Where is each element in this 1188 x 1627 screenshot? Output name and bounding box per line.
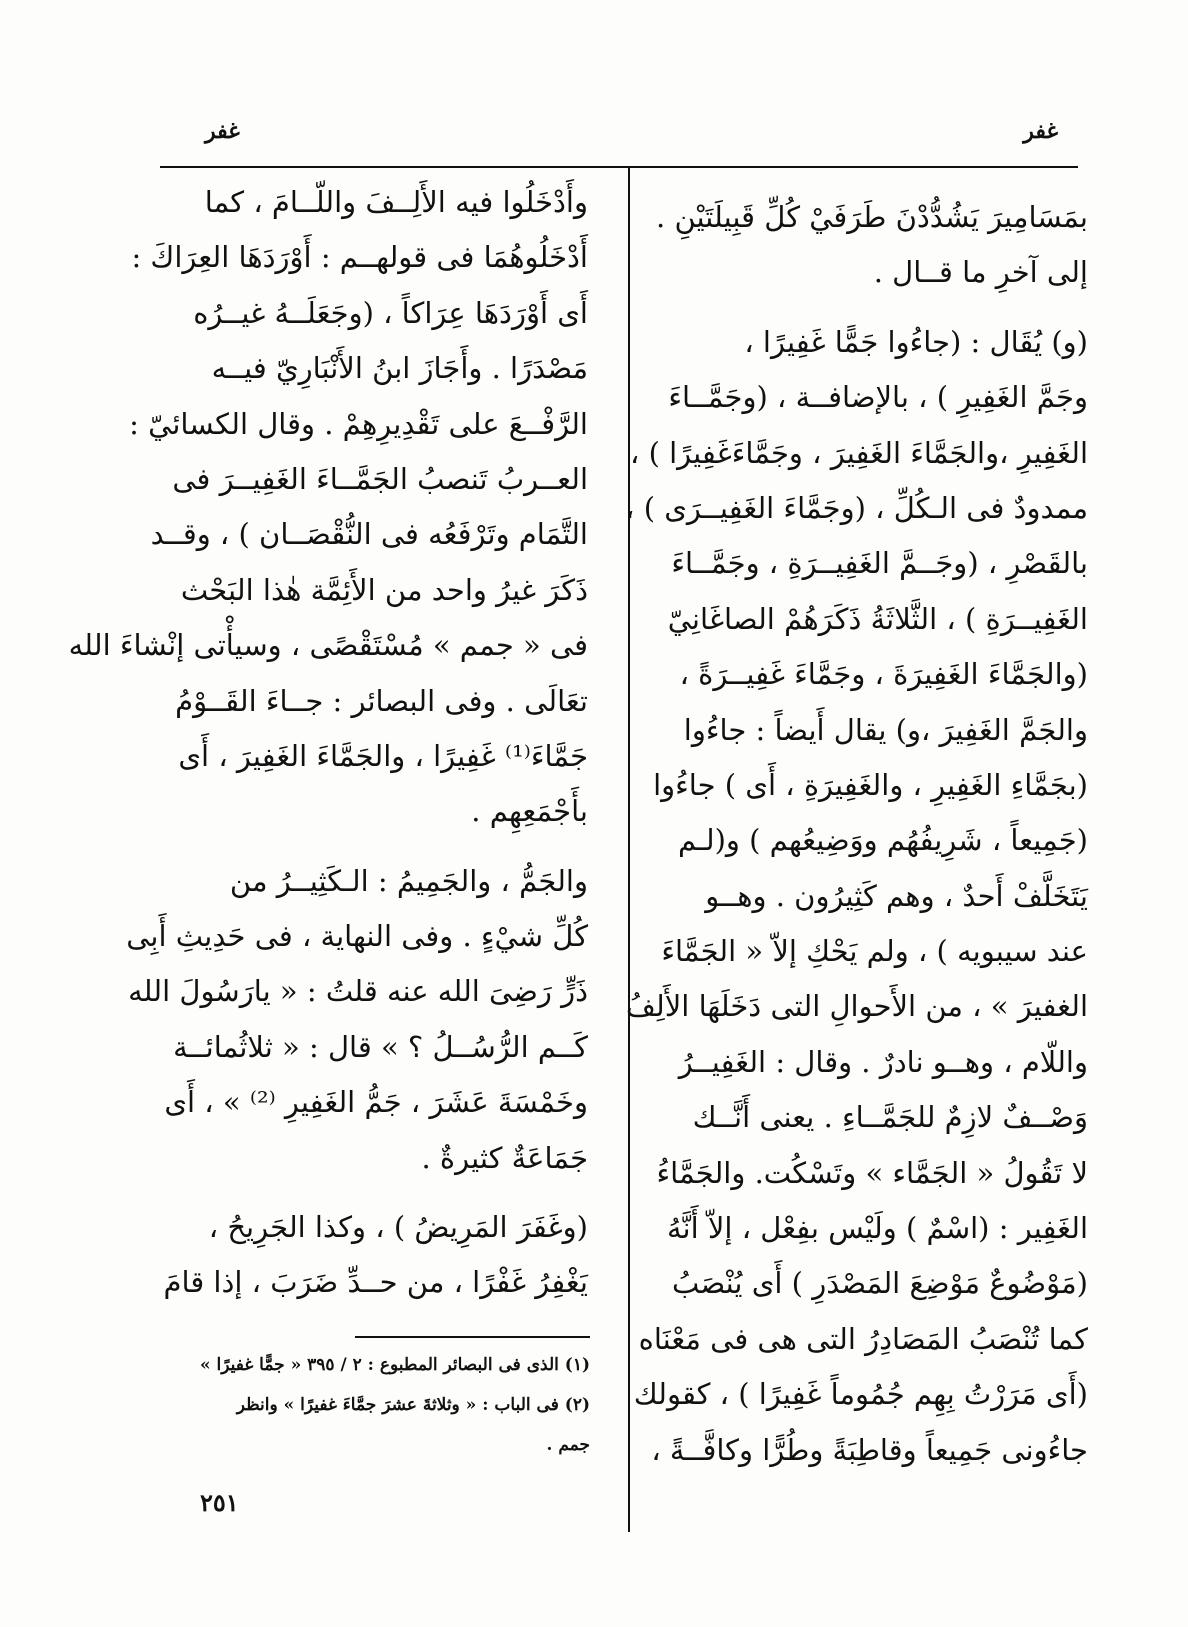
text-line: واللّام ، وهــو نادرٌ . وقال : الغَفِيــرُ — [678, 1044, 1088, 1079]
text-line: تعَالَى . وفى البصائر : جــاءَ القَــوْمُ — [175, 683, 588, 718]
text-line: الغفيرَ » ، من الأَحوالِ التى دَخَلَهَا الأَلِفُ — [625, 989, 1088, 1024]
text-line: العــربُ تَنصبُ الجَمَّــاءَ الغَفِيــرَ فى — [172, 461, 588, 496]
footnote: (١) الذى فى البصائر المطبوع : ٢ / ٣٩٥ « جمًّا غفيرًا » — [199, 1355, 590, 1375]
text-line: ذَرٍّ رَضِىَ الله عنه قلتُ : « يارَسُولَ الله — [128, 974, 588, 1009]
text-line: أَدْخَلُوهُمَا فى قولهــم : أَوْرَدَهَا العِرَاكَ : — [131, 240, 588, 275]
text-line: ذَكَرَ غيرُ واحد من الأَئِمَّة هٰذا البَحْث — [180, 572, 588, 607]
text-line: وَصْــفٌ لازِمٌ للجَمَّــاءِ . يعنى أَنَّــك — [692, 1100, 1088, 1135]
text-line: كما تُنْصَبُ المَصَادِرُ التى هى فى مَعْنَاه — [638, 1321, 1088, 1356]
footnote: (٢) فى الباب : « وثلاثةَ عشرَ جمَّاءَ غفيرًا » وانظر — [236, 1395, 590, 1415]
page-number: ٢٥١ — [200, 1488, 239, 1517]
text-line: كُلِّ شيْءٍ . وفى النهاية ، فى حَدِيثِ أَبِى — [126, 919, 588, 954]
text-line: بالقَصْرِ ، (وجَــمَّ الغَفِيــرَةِ ، وجَمَّــاءَ — [671, 546, 1088, 581]
text-line: الرَّفْــعَ على تَقْدِيرِهِمْ . وقال الكسائيّ : — [129, 406, 588, 441]
text-line: جَمَّاءَ⁽¹⁾ غَفِيرًا ، والجَمَّاءَ الغَفِيرَ ، أَى — [178, 738, 588, 773]
text-line: أَى أَوْرَدَهَا عِرَاكاً ، (وجَعَلَــهُ غيــرُه — [193, 295, 588, 330]
text-line: بأَجْمَعِهِم . — [471, 794, 588, 829]
footnote-rule — [355, 1336, 590, 1338]
text-line: (و) يُقَال : (جاءُوا جَمًّا غَفِيرًا ، — [744, 324, 1088, 359]
running-head-right: غفر — [1023, 118, 1058, 144]
text-line: يَتَخَلَّفْ أَحدٌ ، وهم كَثِيرُون . وهــو — [705, 878, 1088, 913]
text-line: عند سيبويه ) ، ولم يَحْكِ إلاّ « الجَمَّاءَ — [661, 934, 1088, 969]
text-line: يَغْفِرُ غَفْرًا ، من حــدِّ ضَرَبَ ، إذا قامَ — [163, 1265, 588, 1300]
text-line: وجَمَّ الغَفِيرِ ) ، بالإضافــة ، (وجَمَّــاءَ — [668, 380, 1088, 415]
left-column — [68, 175, 588, 1311]
text-line: جاءُونى جَمِيعاً وقاطِبَةً وطُرًّا وكافَّــةً ، — [651, 1432, 1088, 1467]
text-line: والجَمَّ الغَفِيرَ ،و) يقال أَيضاً : جاءُوا — [683, 712, 1088, 747]
text-line: الغَفِيرِ ،والجَمَّاءَ الغَفِيرَ ، وجَمَّاءَغَفِيرًا ) ، — [630, 435, 1088, 470]
paragraph-gap — [160, 840, 588, 854]
text-line: إلى آخرِ ما قــال . — [873, 255, 1088, 290]
text-line: (جَمِيعاً ، شَرِيفُهُم ووَضِيعُهم ) و(لـم — [677, 823, 1088, 858]
text-line: الغَفِيــرَةِ ) ، الثَّلاثَةُ ذَكَرَهُمْ الصاغَانِيّ — [667, 601, 1088, 636]
right-column — [625, 190, 1088, 1478]
text-line: التَّمَام وتَرْفَعُه فى النُّقْصَــان ) ، وقــد — [150, 517, 588, 552]
column-divider — [628, 167, 630, 1532]
text-line: وخَمْسَةَ عَشَرَ ، جَمُّ الغَفِيرِ ⁽²⁾ » ، أَى — [164, 1085, 588, 1120]
text-line: لا تَقُولُ « الجَمَّاء » وتَسْكُت. والجَمَّاءُ — [656, 1155, 1088, 1190]
text-line: بمَسَامِيرَ يَشُدُّدْنَ طَرَفَيْ كُلِّ قَبِيلَتَيْنِ . — [656, 200, 1088, 234]
text-line: وأَدْخَلُوا فيه الأَلِــفَ واللّــامَ ، كما — [204, 185, 588, 219]
footnotes — [160, 1345, 590, 1465]
text-line: ممدودٌ فى الـكُلِّ ، (وجَمَّاءَ الغَفِيــرَى ) ، — [625, 490, 1088, 525]
header-rule — [160, 166, 1078, 168]
text-line: كَــم الرُّسُــلُ ؟ » قال : « ثلاثُمائــة — [173, 1029, 588, 1064]
text-line: (والجَمَّاءَ الغَفِيرَةَ ، وجَمَّاءَ غَفِيــرَةً ، — [679, 657, 1088, 692]
footnote: جمم . — [546, 1435, 590, 1455]
text-line: الغَفِير : (اسْمٌ ) ولَيْس بفِعْل ، إلاّ أَنَّهُ — [667, 1211, 1088, 1246]
text-line: (أَى مَرَرْتُ بِهِم جُمُوماً غَفِيرًا ) ، كقولك — [633, 1377, 1088, 1412]
running-head-left: غفر — [205, 118, 240, 144]
text-line: والجَمُّ ، والجَمِيمُ : الـكَثِيــرُ من — [229, 863, 588, 898]
text-line: فى « جمم » مُسْتَقْصًى ، وسيأْتى إنْشاءَ الله — [68, 628, 588, 663]
text-line: (مَوْضُوعٌ مَوْضِعَ المَصْدَرِ ) أَى يُنْصَبُ — [672, 1266, 1088, 1301]
paragraph-gap — [160, 1186, 588, 1200]
text-line: جَمَاعَةٌ كثيرةٌ . — [421, 1140, 588, 1175]
paragraph-gap — [648, 301, 1088, 315]
text-line: (وغَفَرَ المَرِيضُ ) ، وكذا الجَرِيحُ ، — [208, 1210, 588, 1245]
text-line: مَصْدَرًا . وأَجَازَ ابنُ الأَنْبَارِيّ فيــه — [211, 351, 588, 386]
text-line: (بجَمَّاءِ الغَفِيرِ ، والغَفِيرَةِ ، أَى ) جاءُوا — [653, 767, 1088, 802]
